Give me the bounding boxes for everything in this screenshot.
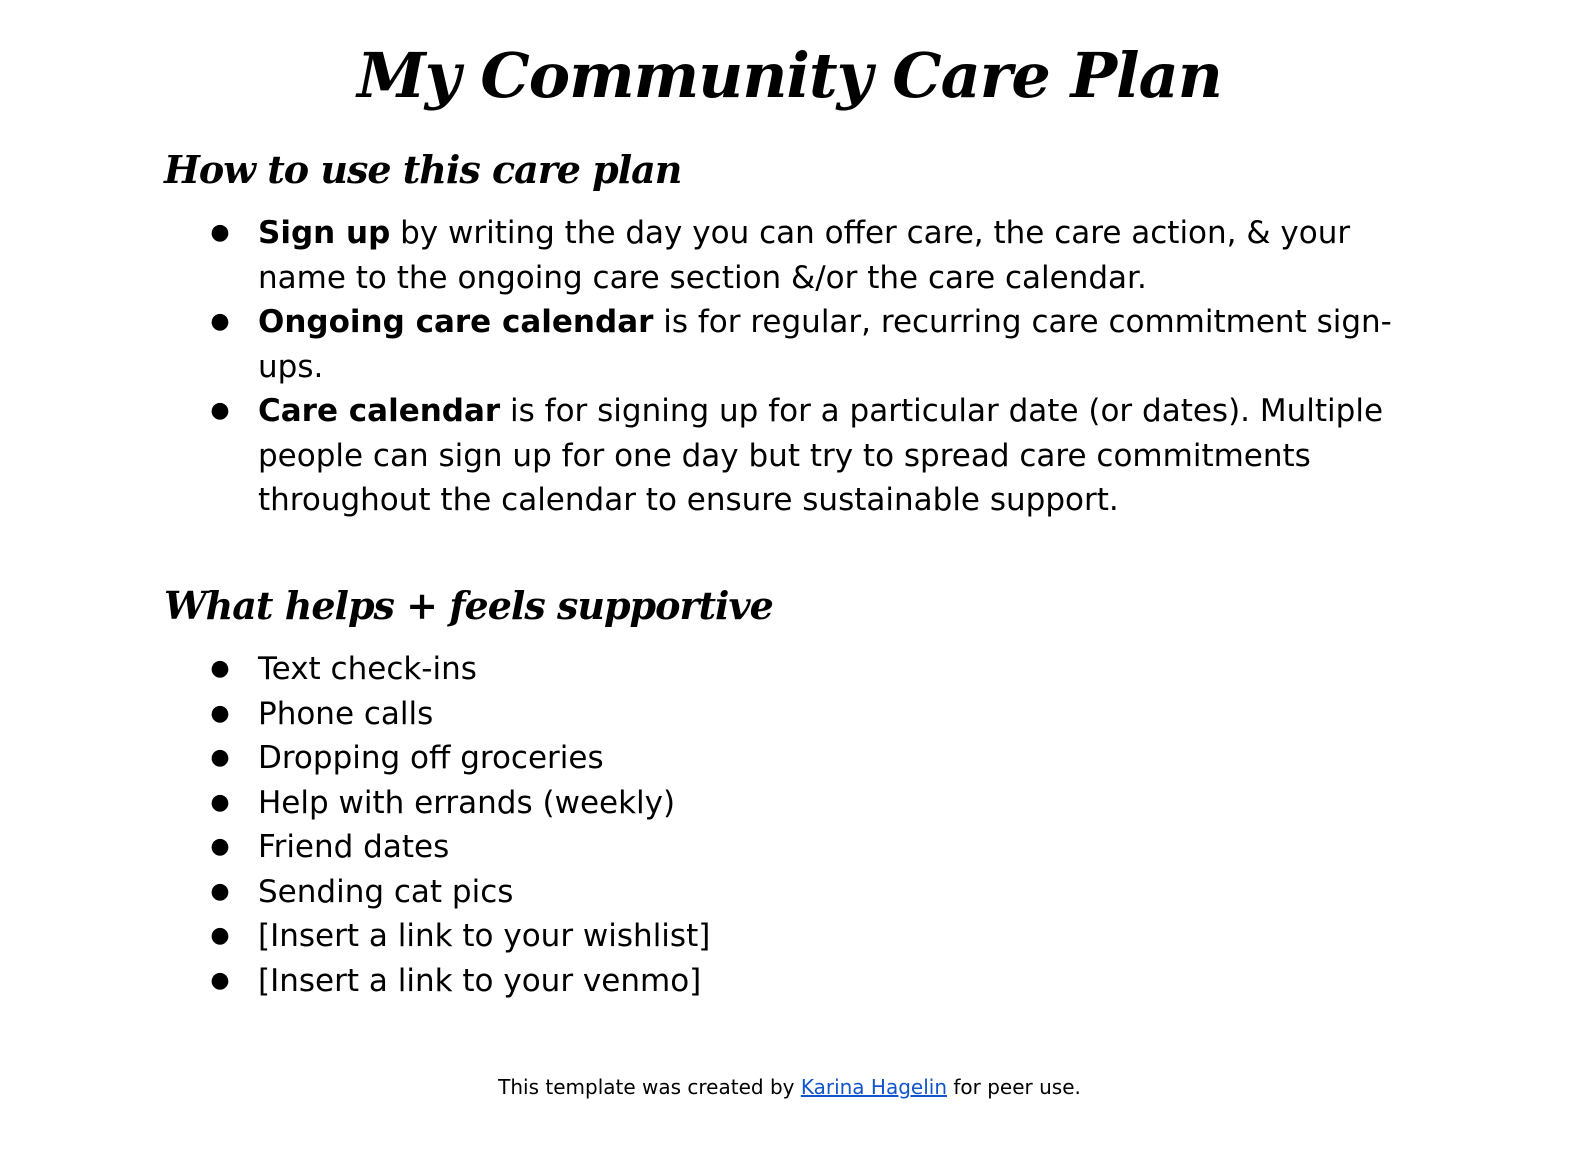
item-lead: Sign up xyxy=(258,215,391,251)
bullet-icon: ● xyxy=(210,789,230,815)
item-lead: Ongoing care calendar xyxy=(258,304,654,340)
item-text: Phone calls xyxy=(258,695,434,732)
bullet-icon: ● xyxy=(210,700,230,726)
footer-credit xyxy=(0,1072,1579,1102)
item-text: Dropping off groceries xyxy=(258,740,604,776)
page-title: My Community Care Plan xyxy=(357,39,1222,112)
item-lead: Care calendar xyxy=(258,393,501,429)
item-text: Friend dates xyxy=(258,829,450,865)
bullet-icon: ● xyxy=(210,309,230,334)
list-item xyxy=(210,736,1400,781)
list-item xyxy=(210,692,1400,737)
bullet-icon: ● xyxy=(210,967,230,993)
item-text: [Insert a link to your wishlist] xyxy=(258,918,711,954)
bullet-icon: ● xyxy=(210,834,230,859)
bullet-icon: ● xyxy=(210,923,230,948)
list-item xyxy=(210,914,1400,959)
item-text: by writing the day you can offer care, the care action, & your name to the ongoing care section &/or the care calendar. xyxy=(258,215,1351,296)
item-text: is for regular, recurring care commitment sign-ups. xyxy=(258,304,1392,385)
list-item xyxy=(210,647,1400,692)
bullet-icon: ● xyxy=(210,220,230,245)
bullet-icon: ● xyxy=(210,656,230,681)
item-text: Help with errands (weekly) xyxy=(258,784,676,821)
section-heading-what-helps: What helps + feels supportive xyxy=(164,583,773,628)
bullet-icon: ● xyxy=(210,745,230,770)
bullet-icon: ● xyxy=(210,398,230,423)
item-text: Sending cat pics xyxy=(258,873,514,910)
item-text: [Insert a link to your venmo] xyxy=(258,962,702,999)
how-to-use-list xyxy=(210,211,1400,523)
list-item xyxy=(210,781,1400,826)
list-item xyxy=(210,870,1400,915)
list-item xyxy=(210,389,1400,523)
list-item xyxy=(210,211,1400,300)
item-text: is for signing up for a particular date (or dates). Multiple people can sign up for one day but try to spread care commitments throughout the calendar to ensure sustainable support. xyxy=(258,393,1384,518)
bullet-icon: ● xyxy=(210,878,230,904)
item-text: Text check-ins xyxy=(258,651,477,687)
list-item xyxy=(210,825,1400,870)
what-helps-list xyxy=(210,647,1400,1003)
section-heading-how-to-use: How to use this care plan xyxy=(164,147,682,192)
list-item xyxy=(210,300,1400,389)
footer-prefix: This template was created by xyxy=(498,1075,801,1099)
footer-suffix: for peer use. xyxy=(947,1075,1081,1099)
list-item xyxy=(210,959,1400,1004)
author-link[interactable]: Karina Hagelin xyxy=(800,1075,947,1099)
